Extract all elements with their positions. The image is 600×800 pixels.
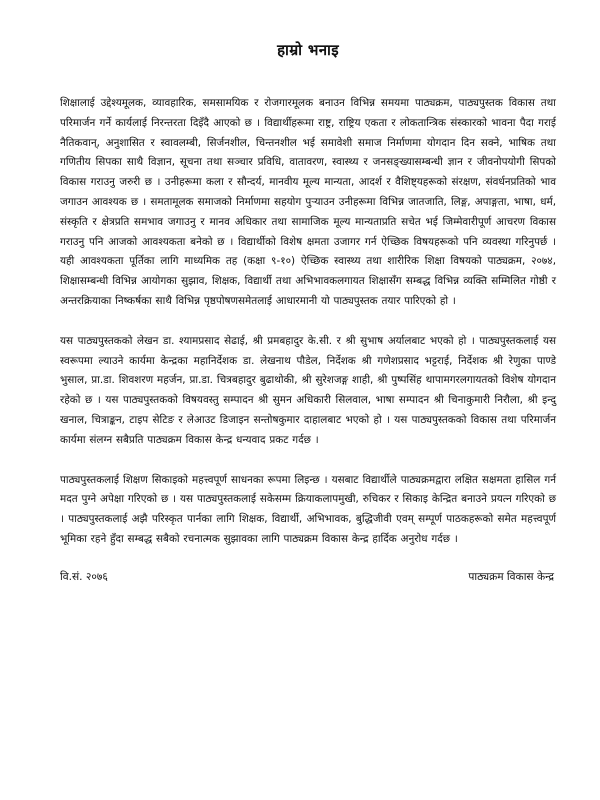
page-title: हाम्रो भनाइ <box>277 41 339 59</box>
signature-block <box>60 570 556 584</box>
paragraph-intro: शिक्षालाई उद्देश्यमूलक, व्यावहारिक, समसामयिक र रोजगारमूलक बनाउन विभिन्न समयमा पाठ्यक्रम, पाठ्यपुस्तक विकास तथा परिमार्जन गर्ने कार्यलाई निरन्तरता दिइँदै आएको छ । विद्यार्थीहरूमा राष्ट्र, राष्ट्रिय एकता र लोकतान्त्रिक संस्कारको भावना पैदा गराई नैतिकवान्, अनुशासित र स्वावलम्बी, सिर्जनशील, चिन्तनशील भई समावेशी समाज निर्माणमा योगदान दिन सक्ने, भाषिक तथा गणितीय सिपका साथै विज्ञान, सूचना तथा सञ्चार प्रविधि, वातावरण, स्वास्थ्य र जनसङ्ख्यासम्बन्धी ज्ञान र जीवनोपयोगी सिपको विकास गराउनु जरुरी छ । उनीहरूमा कला र सौन्दर्य, मानवीय मूल्य मान्यता, आदर्श र वैशिष्ट्यहरूको संरक्षण, संवर्धनप्रतिको भाव जगाउन आवश्यक छ । समतामूलक समाजको निर्माणमा सहयोग पुऱ्याउन उनीहरूमा विभिन्न जातजाति, लिङ्ग, अपाङ्गता, भाषा, धर्म, संस्कृति र क्षेत्रप्रति समभाव जगाउनु र मानव अधिकार तथा सामाजिक मूल्य मान्यताप्रति सचेत भई जिम्मेवारीपूर्ण आचरण विकास गराउनु पनि आजको आवश्यकता बनेको छ । विद्यार्थीको विशेष क्षमता उजागर गर्न ऐच्छिक विषयहरूको पनि व्यवस्था गरिनुपर्छ । यही आवश्यकता पूर्तिका लागि माध्यमिक तह (कक्षा ९-१०) ऐच्छिक स्वास्थ्य तथा शारीरिक शिक्षा विषयको पाठ्यक्रम, २०७४, शिक्षासम्बन्धी विभिन्न आयोगका सुझाव, शिक्षक, विद्यार्थी तथा अभिभावकलगायत शिक्षासँग सम्बद्ध विभिन्न व्यक्ति सम्मिलित गोष्ठी र अन्तरक्रियाका निष्कर्षका साथै विभिन्न पृष्ठपोषणसमेतलाई आधारमानी यो पाठ्यपुस्तक तयार पारिएको हो । <box>60 97 556 307</box>
paragraph-acknowledgements: यस पाठ्यपुस्तकको लेखन डा. श्यामप्रसाद सेढाई, श्री प्रमबहादुर के.सी. र श्री सुभाष अर्यालबाट भएको हो । पाठ्यपुस्तकलाई यस स्वरूपमा ल्याउने कार्यमा केन्द्रका महानिर्देशक डा. लेखनाथ पौडेल, निर्देशक श्री गणेशप्रसाद भट्टराई, निर्देशक श्री रेणुका पाण्डे भुसाल, प्रा.डा. शिवशरण महर्जन, प्रा.डा. चित्रबहादुर बुढाथोकी, श्री सुरेशजङ्ग शाही, श्री पुष्पसिंह थापामगरलगायतको विशेष योगदान रहेको छ । यस पाठ्यपुस्तकको विषयवस्तु सम्पादन श्री सुमन अधिकारी सिलवाल, भाषा सम्पादन श्री चिनाकुमारी निरौला, श्री इन्दु खनाल, चित्राङ्कन, टाइप सेटिङ र लेआउट डिजाइन सन्तोषकुमार दाहालबाट भएको हो । यस पाठ्यपुस्तकको विकास तथा परिमार्जन कार्यमा संलग्न सबैप्रति पाठ्यक्रम विकास केन्द्र धन्यवाद प्रकट गर्दछ । <box>60 334 556 446</box>
paragraph-request: पाठ्यपुस्तकलाई शिक्षण सिकाइको महत्त्वपूर्ण साधनका रूपमा लिइन्छ । यसबाट विद्यार्थीले पाठ्यक्रमद्वारा लक्षित सक्षमता हासिल गर्न मदत पुग्ने अपेक्षा गरिएको छ । यस पाठ्यपुस्तकलाई सकेसम्म क्रियाकलापमुखी, रुचिकर र सिकाइ केन्द्रित बनाउने प्रयत्न गरिएको छ । पाठ्यपुस्तकलाई अझै परिस्कृत पार्नका लागि शिक्षक, विद्यार्थी, अभिभावक, बुद्धिजीवी एवम् सम्पूर्ण पाठकहरूको समेत महत्त्वपूर्ण भूमिका रहने हुँदा सम्बद्ध सबैको रचनात्मक सुझावका लागि पाठ्यक्रम विकास केन्द्र हार्दिक अनुरोध गर्दछ । <box>60 473 556 545</box>
footer-organization: पाठ्यक्रम विकास केन्द्र <box>468 570 554 583</box>
footer-date: वि.सं. २०७६ <box>60 570 108 583</box>
